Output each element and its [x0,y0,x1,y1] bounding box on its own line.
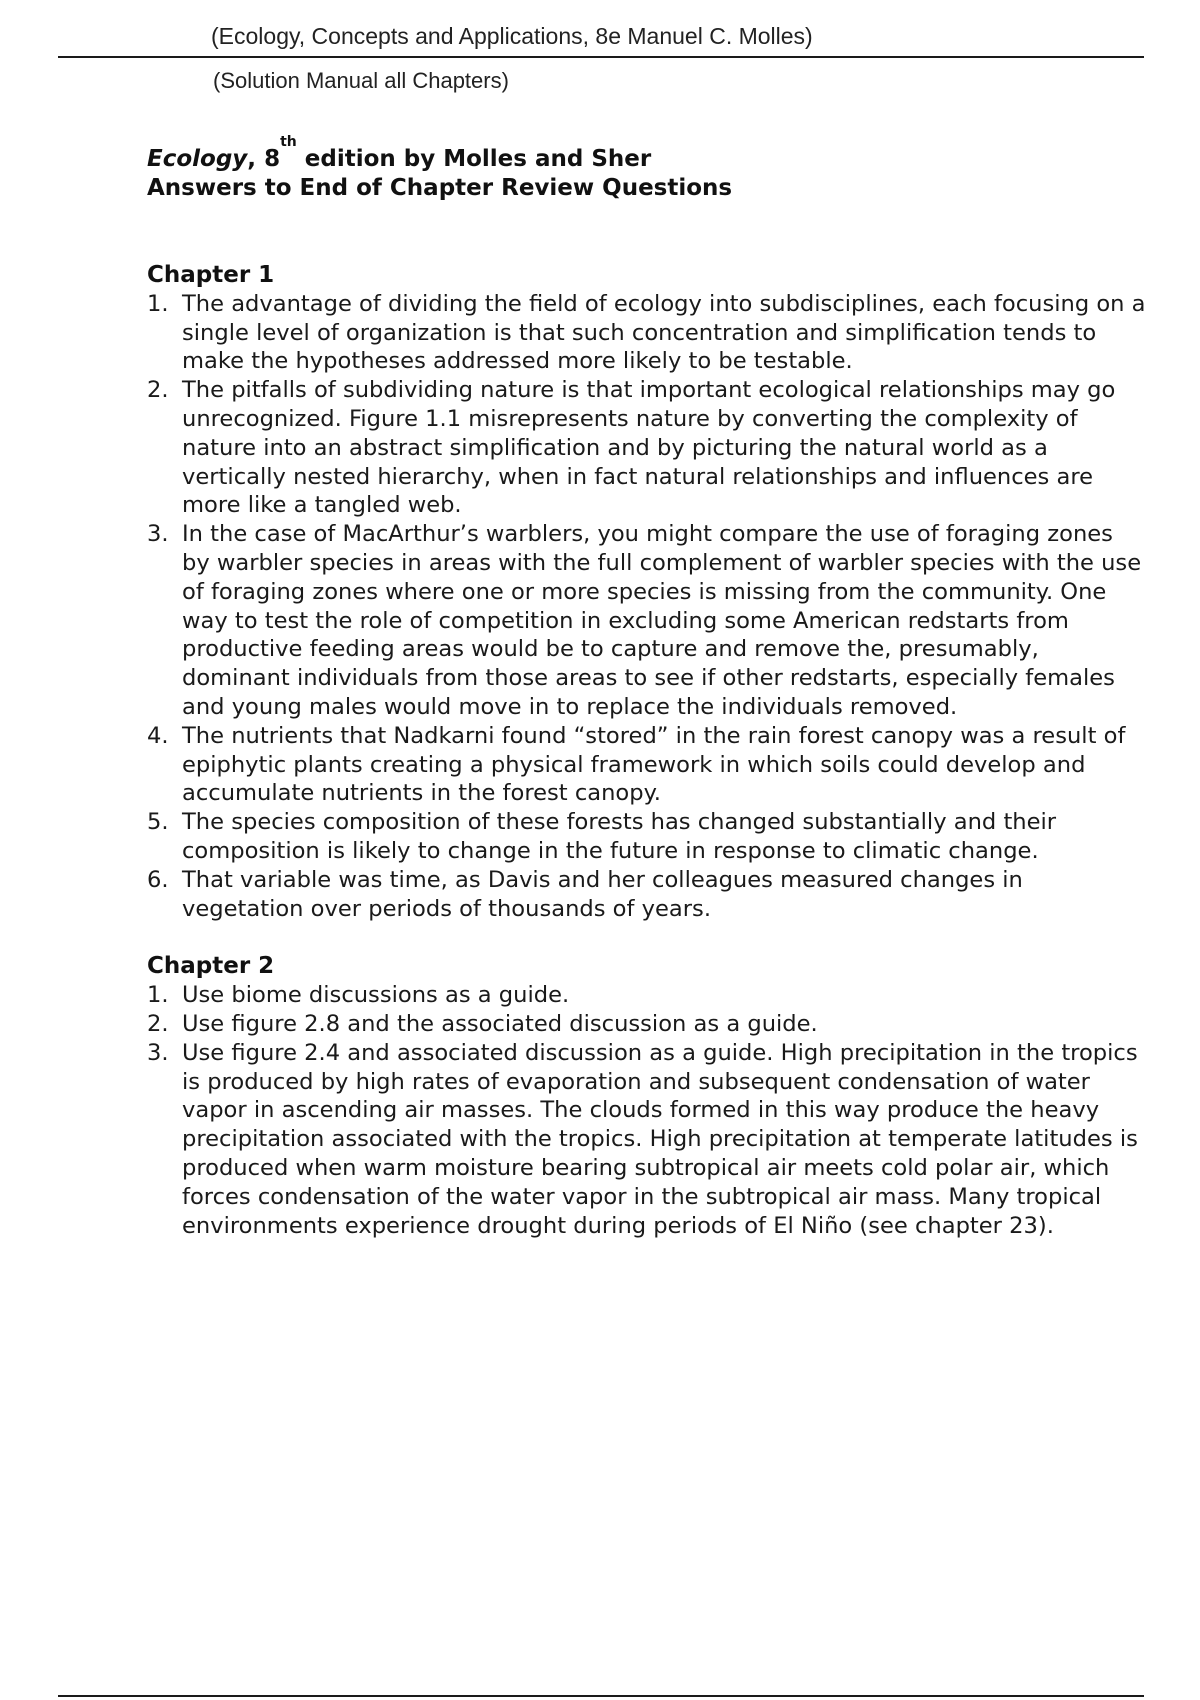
title-line-1 [147,134,732,174]
answer-list [147,981,1147,1240]
answer-number: 5. [147,809,169,836]
answer-text: Use biome discussions as a guide. [182,982,570,1009]
book-title: Ecology [147,146,248,172]
edition-number: 8 [264,146,281,172]
answer-number: 3. [147,1039,169,1066]
answer-text: In the case of MacArthur’s warblers, you might compare the use of foraging zones by warbler species in areas with the full complement of warbler species with the use of foraging zones where one or more species is missing from the community. One way to test the role of competition in excluding some American redstarts from productive feeding areas would be to capture and remove the, presumably, dominant individuals from those areas to see if other redstarts, especially females and young males would move in to replace the individuals removed. [182,521,1142,720]
answer-number: 4. [147,722,169,749]
title-comma: , [247,146,257,172]
answer-item [147,866,1147,924]
title-line-2: Answers to End of Chapter Review Questions [147,175,733,201]
chapter-1-section [147,261,1147,923]
answer-item [147,520,1147,722]
header-divider [58,56,1144,58]
answer-text: The pitfalls of subdividing nature is that important ecological relationships may go unrecognized. Figure 1.1 misrepresents nature by converting the complexity of nature into an abstract simplification and by picturing the natural world as a vertically nested hierarchy, when in fact natural relationships and influences are more like a tangled web. [182,377,1116,519]
answer-item [147,981,1147,1010]
answer-list [147,290,1147,924]
answer-text: The advantage of dividing the field of ecology into subdisciplines, each focusing on a single level of organization is that such concentration and simplification tends to make the hypotheses addressed more likely to be testable. [182,290,1146,375]
answer-number: 1. [147,290,169,317]
running-header: (Ecology, Concepts and Applications, 8e Manuel C. Molles) [211,23,813,49]
chapter-heading: Chapter 1 [147,262,275,288]
answer-item [147,808,1147,866]
answer-number: 6. [147,866,169,893]
answer-text: The species composition of these forests has changed substantially and their composition is likely to change in the future in response to climatic change. [182,809,1057,864]
answer-number: 2. [147,1010,169,1037]
answer-text: That variable was time, as Davis and her colleagues measured changes in vegetation over periods of thousands of years. [182,866,1023,922]
answer-number: 3. [147,521,169,548]
running-subheader: (Solution Manual all Chapters) [213,68,509,93]
answer-text: The nutrients that Nadkarni found “stored” in the rain forest canopy was a result of epiphytic plants creating a physical framework in which soils could develop and accumulate nutrients in the forest canopy. [182,722,1126,807]
answers-content [147,261,1147,1240]
answer-number: 2. [147,377,169,404]
answer-item [147,1039,1147,1241]
chapter-heading: Chapter 2 [147,953,275,980]
edition-authors: edition by Molles and Sher [296,146,652,172]
answer-item [147,722,1147,808]
footer-divider [58,1695,1144,1697]
answer-number: 1. [147,982,169,1009]
answer-text: Use figure 2.8 and the associated discussion as a guide. [182,1010,818,1037]
answer-item [147,376,1147,520]
answer-item [147,1010,1147,1039]
answer-text: Use figure 2.4 and associated discussion as a guide. High precipitation in the tropics is produced by high rates of evaporation and subsequent condensation of water vapor in ascending air masses. The clouds formed in this way produce the heavy precipitation associated with the tropics. High precipitation at temperate latitudes is produced when warm moisture bearing subtropical air meets cold polar air, which forces condensation of the water vapor in the subtropical air mass. Many tropical environments experience drought during periods of El Niño (see chapter 23). [182,1039,1138,1239]
edition-suffix: th [280,134,297,150]
chapter-2-section [147,952,1147,1240]
answer-item [147,290,1147,376]
document-title [147,134,733,203]
